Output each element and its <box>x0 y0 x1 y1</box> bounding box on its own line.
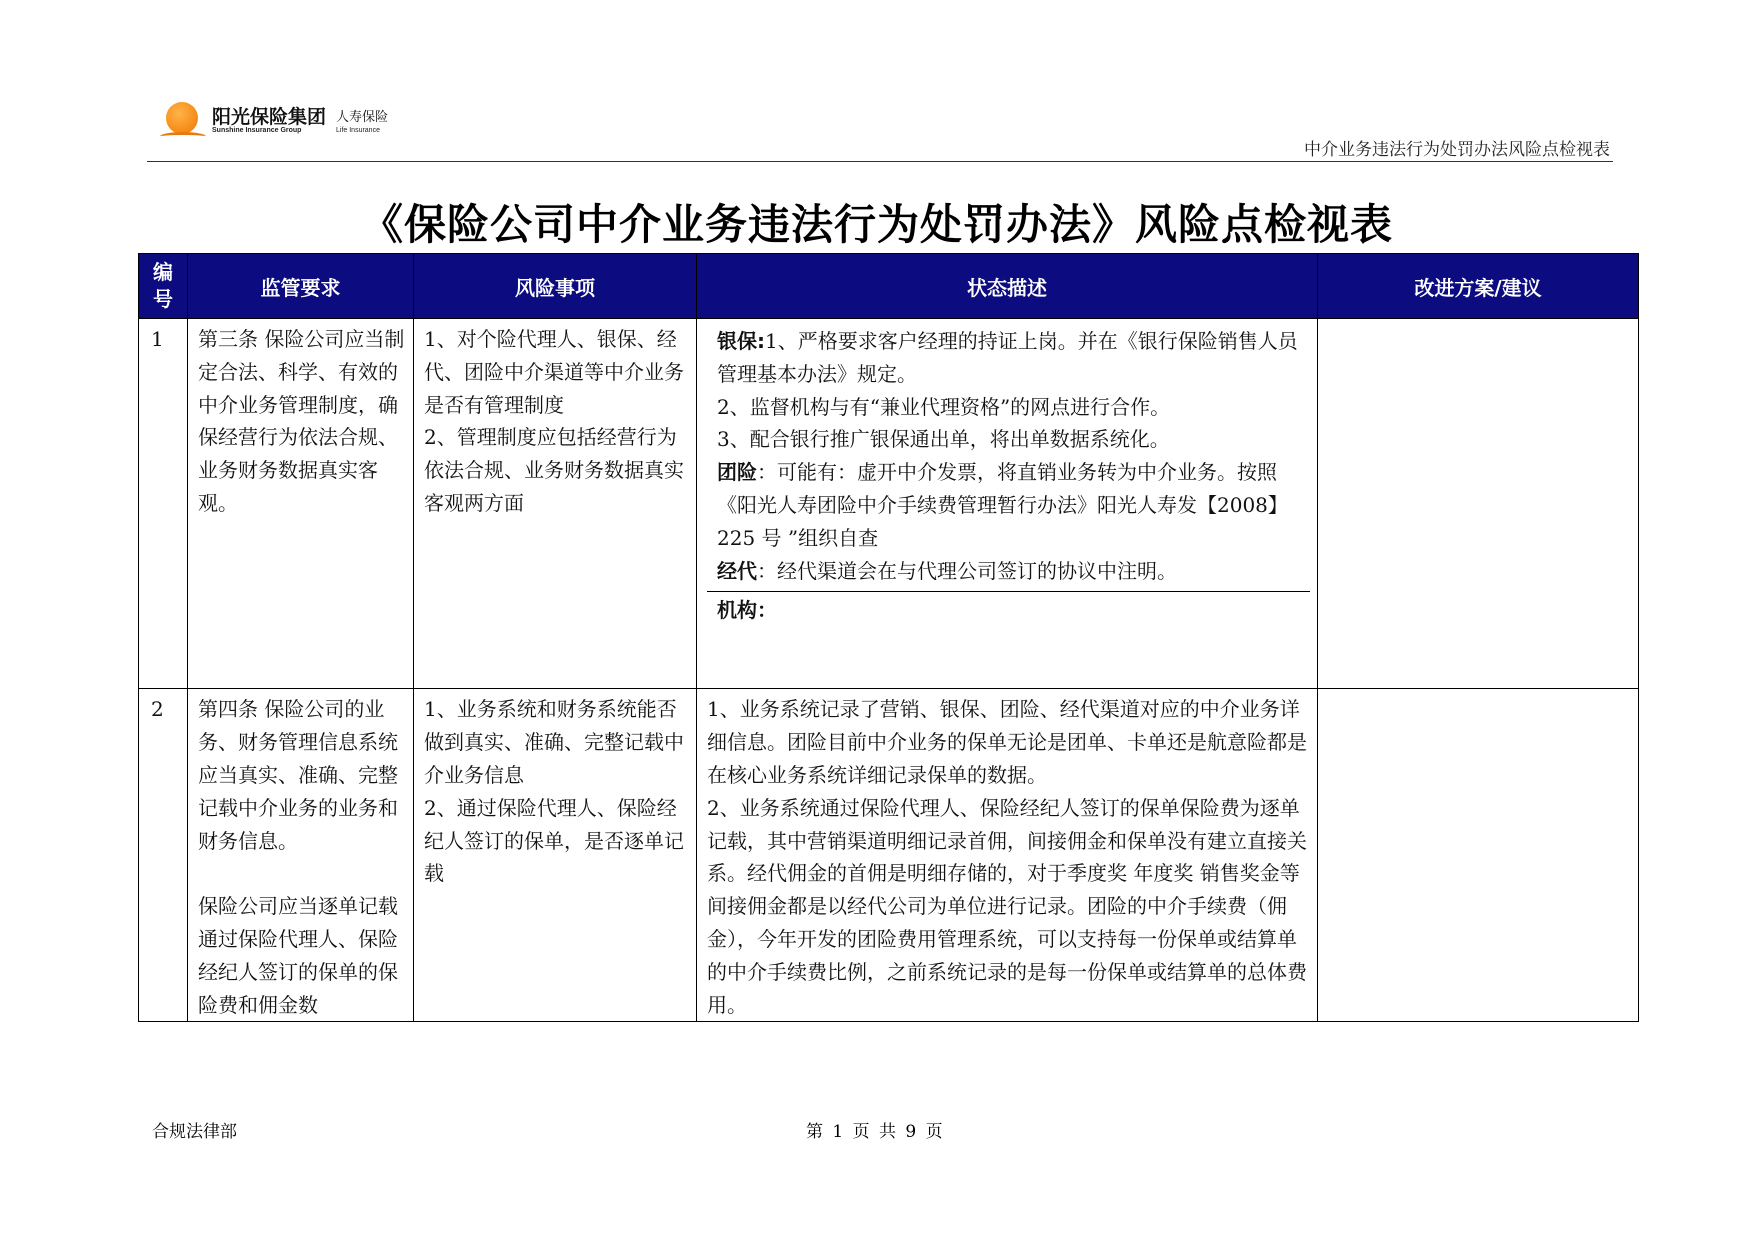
broker-label: 经代 <box>717 558 757 583</box>
risk-cell <box>414 689 697 1022</box>
risk-item: 1、对个险代理人、银保、经代、团险中介渠道等中介业务是否有管理制度 <box>424 327 684 417</box>
status-group: 团险：可能有：虚开中介发票，将直销业务转为中介业务。按照《阳光人寿团险中介手续费管理暂行办法》阳光人寿发【2008】225 号 ”组织自查 <box>717 460 1288 550</box>
risk-cell <box>414 319 697 689</box>
bank-label: 银保: <box>717 329 765 353</box>
logo-name-cn: 阳光保险集团 <box>212 106 327 128</box>
requirement-text: 保险公司应当逐单记载通过保险代理人、保险经纪人签订的保单的保险费和佣金数 <box>198 894 398 1017</box>
risk-item: 2、通过保险代理人、保险经纪人签订的保单，是否逐单记载 <box>424 795 684 886</box>
page-number: 第 1 页 共 9 页 <box>806 1122 943 1142</box>
logo-swoosh <box>160 132 206 141</box>
footer-department: 合规法律部 <box>152 1122 237 1142</box>
logo-sub-en: Life Insurance <box>336 127 380 134</box>
logo-name-en: Sunshine Insurance Group <box>212 127 302 134</box>
requirement-text: 第三条 保险公司应当制定合法、科学、有效的中介业务管理制度，确保经营行为依法合规、业务财务数据真实客观。 <box>198 327 405 515</box>
status-broker: 经代：经代渠道会在与代理公司签订的协议中注明。 <box>717 558 1177 583</box>
status-bank-2: 2、监督机构与有“兼业代理资格”的网点进行合作。 <box>717 394 1171 419</box>
risk-item: 2、管理制度应包括经营行为依法合规、业务财务数据真实客观两方面 <box>424 425 684 515</box>
row-number: 1 <box>139 319 188 689</box>
status-item: 2、业务系统通过保险代理人、保险经纪人签订的保单保险费为逐单记载，其中营销渠道明细记录首佣，间接佣金和保单没有建立直接关系。经代佣金的首佣是明细存储的，对于季度奖 年度奖 销售奖金等间接佣金都是以经代公司为单位进行记录。团险的中介手续费（佣金），今年开发的团险费用管理系统，可以支持每一份保单或结算单的中介手续费比例，之前系统记录的是每一份保单或结算单的总体费用。 <box>707 795 1307 1017</box>
row-number: 2 <box>139 689 188 1022</box>
status-item: 1、业务系统记录了营销、银保、团险、经代渠道对应的中介业务详细信息。团险目前中介业务的保单无论是团单、卡单还是航意险都是在核心业务系统详细记录保单的数据。 <box>707 697 1307 787</box>
status-bank: 银保:1、严格要求客户经理的持证上岗。并在《银行保险销售人员管理基本办法》规定。 <box>717 329 1298 386</box>
col-header-improvement: 改进方案/建议 <box>1318 254 1639 319</box>
table-row <box>139 319 1639 689</box>
requirement-cell <box>188 689 414 1022</box>
status-cell <box>697 319 1318 689</box>
sun-logo-icon <box>166 102 198 134</box>
org-label: 机构： <box>717 598 777 623</box>
col-header-no: 编 号 <box>139 254 188 319</box>
improvement-cell <box>1318 319 1639 689</box>
table-header-row <box>139 254 1639 319</box>
requirement-text: 第四条 保险公司的业务、财务管理信息系统应当真实、准确、完整记载中介业务的业务和财务信息。 <box>198 697 398 853</box>
col-header-status: 状态描述 <box>697 254 1318 319</box>
requirement-cell <box>188 319 414 689</box>
col-header-risk: 风险事项 <box>414 254 697 319</box>
table-row <box>139 689 1639 1022</box>
logo-sub-cn: 人寿保险 <box>336 110 389 125</box>
running-header: 中介业务违法行为处罚办法风险点检视表 <box>1304 140 1610 160</box>
group-label: 团险 <box>717 460 757 485</box>
risk-item: 1、业务系统和财务系统能否做到真实、准确、完整记载中介业务信息 <box>424 697 684 787</box>
improvement-cell <box>1318 689 1639 1022</box>
document-title: 《保险公司中介业务违法行为处罚办法》风险点检视表 <box>360 200 1393 249</box>
status-bank-3: 3、配合银行推广银保通出单，将出单数据系统化。 <box>717 427 1170 452</box>
status-org-section <box>707 591 1310 688</box>
status-cell <box>697 689 1318 1022</box>
risk-checklist-table <box>138 253 1639 1022</box>
company-logo <box>160 100 400 144</box>
col-header-requirement: 监管要求 <box>188 254 414 319</box>
header-divider <box>147 161 1613 162</box>
